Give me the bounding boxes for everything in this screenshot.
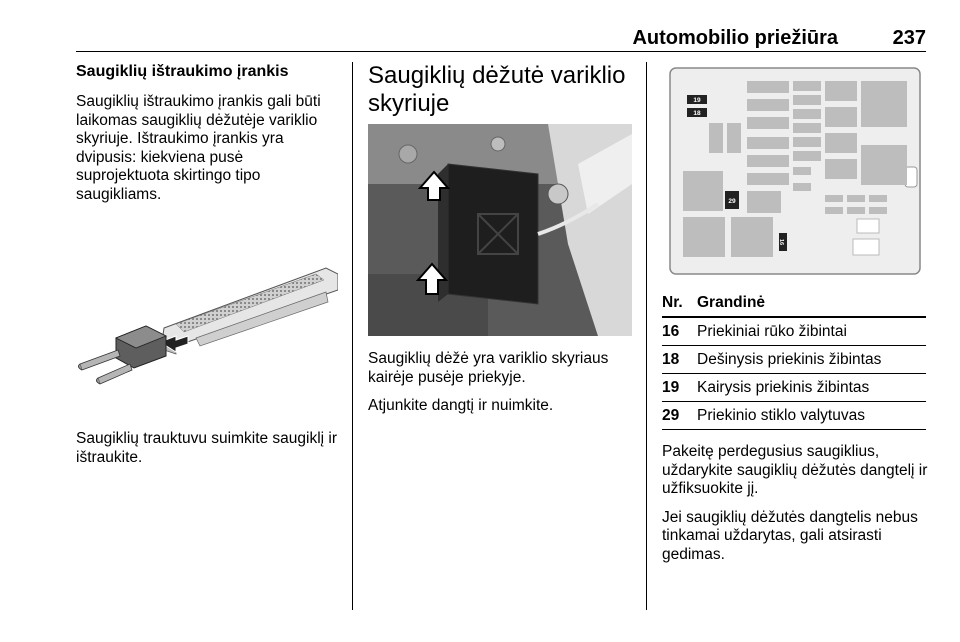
table-row	[662, 402, 926, 430]
svg-text:16: 16	[778, 238, 784, 246]
fusebox-text	[368, 350, 632, 426]
column-header-circuit: Grandinė	[697, 294, 766, 311]
fuse-puller-caption	[76, 430, 346, 477]
fuse-number: 16	[662, 322, 680, 340]
fusebox-location-paragraph: Saugiklių dėžė yra variklio skyriaus kairėje pusėje priekyje.	[368, 350, 609, 386]
page-number: 237	[892, 27, 926, 49]
column-engine-fusebox	[368, 62, 632, 124]
fusebox-closing-text	[662, 443, 930, 574]
fuse-circuit: Priekinio stiklo valytuvas	[697, 406, 865, 424]
table-row	[662, 346, 926, 374]
svg-text:29: 29	[728, 198, 736, 205]
table-row	[662, 374, 926, 402]
fusebox-cover-paragraph: Atjunkite dangtį ir nuimkite.	[368, 397, 554, 414]
fuse-number: 19	[662, 378, 680, 396]
fuse-number: 18	[662, 350, 680, 368]
fuse-layout-diagram	[669, 67, 921, 275]
fuse-circuit: Dešinysis priekinis žibintas	[697, 350, 882, 368]
close-cover-paragraph: Pakeitę perdegusius saugiklius, uždarykite saugiklių dėžutės dangtelį ir užfiksuokite jį.	[662, 443, 928, 497]
column-fuse-puller	[76, 62, 338, 214]
fuse-puller-heading: Saugiklių ištraukimo įrankis	[76, 63, 289, 80]
fuse-table	[662, 290, 926, 430]
svg-text:19: 19	[693, 97, 701, 104]
fuse-circuit: Kairysis priekinis žibintas	[697, 378, 870, 396]
fuse-puller-illustration	[76, 246, 338, 396]
table-row	[662, 318, 926, 346]
column-header-nr: Nr.	[662, 294, 683, 311]
page-header	[76, 25, 926, 52]
column-divider	[352, 62, 353, 610]
column-divider	[646, 62, 647, 610]
engine-bay-photo	[368, 124, 632, 336]
caption-text: Saugiklių trauktuvu suimkite saugiklį ir ištraukite.	[76, 430, 338, 466]
fuse-puller-paragraph: Saugiklių ištraukimo įrankis gali būti laikomas saugiklių dėžutėje variklio skyriuje. Ištraukimo įrankis yra dvipusis: kiekviena pusė suprojektuota skirtingo tipo saugikliams.	[76, 93, 321, 203]
section-title: Automobilio priežiūra	[632, 27, 838, 49]
fusebox-heading: Saugiklių dėžutė variklio skyriuje	[368, 62, 626, 117]
fuse-number: 29	[662, 406, 680, 424]
svg-text:18: 18	[693, 110, 701, 117]
fuse-circuit: Priekiniai rūko žibintai	[697, 322, 847, 340]
cover-warning-paragraph: Jei saugiklių dėžutės dangtelis nebus tinkamai uždarytas, gali atsirasti gedimas.	[662, 508, 918, 563]
table-header	[662, 290, 926, 318]
